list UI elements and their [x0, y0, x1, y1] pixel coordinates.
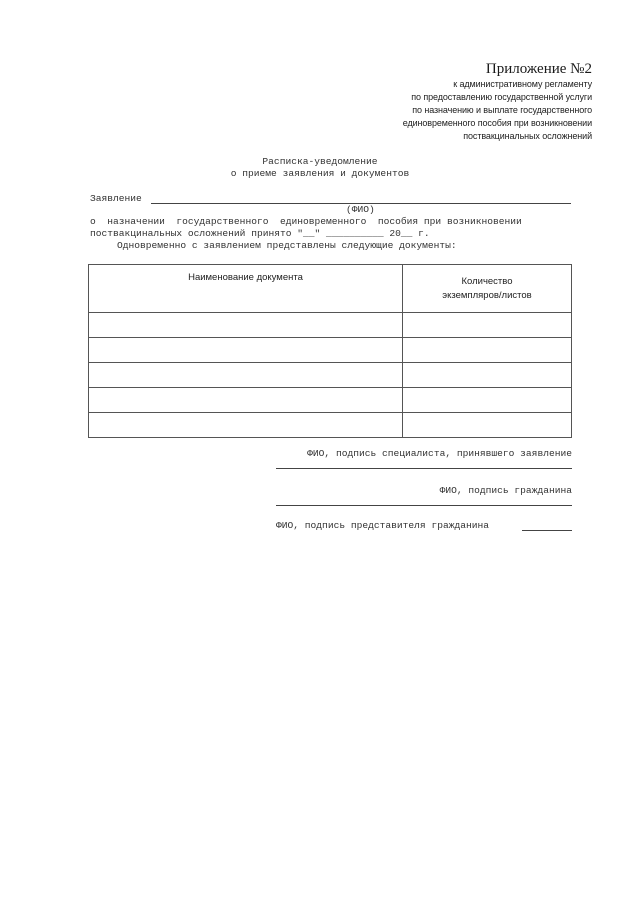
signature-representative-label: ФИО, подпись представителя гражданина	[276, 520, 490, 531]
appendix-line: к административному регламенту	[453, 79, 592, 89]
table-row	[89, 388, 572, 413]
documents-table	[88, 264, 572, 438]
quantity-cell[interactable]	[403, 413, 572, 438]
doc-title-line2: о приеме заявления и документов	[230, 168, 410, 179]
header-quantity	[403, 265, 572, 313]
table-row	[89, 363, 572, 388]
quantity-cell[interactable]	[403, 338, 572, 363]
fio-caption: (ФИО)	[346, 204, 375, 215]
doc-title-line1: Расписка-уведомление	[262, 156, 378, 167]
body-line3: Одновременно с заявлением представлены следующие документы:	[117, 240, 457, 251]
table-header-row	[89, 265, 572, 313]
quantity-cell[interactable]	[403, 363, 572, 388]
body-line1: о назначении государственного единовременного пособия при возникновении	[90, 216, 522, 227]
signature-specialist-label: ФИО, подпись специалиста, принявшего заявление	[307, 448, 572, 459]
document-name-cell[interactable]	[89, 338, 403, 363]
table-row	[89, 338, 572, 363]
appendix-line: по назначению и выплате государственного	[412, 105, 592, 115]
statement-label: Заявление	[90, 193, 142, 204]
quantity-cell[interactable]	[403, 388, 572, 413]
table-row	[89, 313, 572, 338]
signature-specialist-line[interactable]	[276, 468, 572, 469]
appendix-line: единовременного пособия при возникновении	[402, 118, 592, 128]
document-name-cell[interactable]	[89, 363, 403, 388]
table-row	[89, 413, 572, 438]
quantity-cell[interactable]	[403, 313, 572, 338]
appendix-title: Приложение №2	[485, 61, 592, 77]
signature-citizen-label: ФИО, подпись гражданина	[439, 485, 572, 496]
header-document-name: Наименование документа	[89, 265, 403, 313]
document-name-cell[interactable]	[89, 413, 403, 438]
header-quantity-line2: экземпляров/листов	[442, 289, 532, 301]
signature-representative-line[interactable]	[522, 530, 572, 531]
appendix-line: поствакцинальных осложнений	[463, 131, 592, 141]
document-name-cell[interactable]	[89, 388, 403, 413]
document-name-cell[interactable]	[89, 313, 403, 338]
body-line2: поствакцинальных осложнений принято "__" __________ 20__ г.	[90, 228, 430, 239]
header-quantity-line1: Количество	[461, 275, 513, 287]
signature-citizen-line[interactable]	[276, 505, 572, 506]
appendix-header	[403, 60, 592, 143]
appendix-line: по предоставлению государственной услуги	[411, 92, 592, 102]
